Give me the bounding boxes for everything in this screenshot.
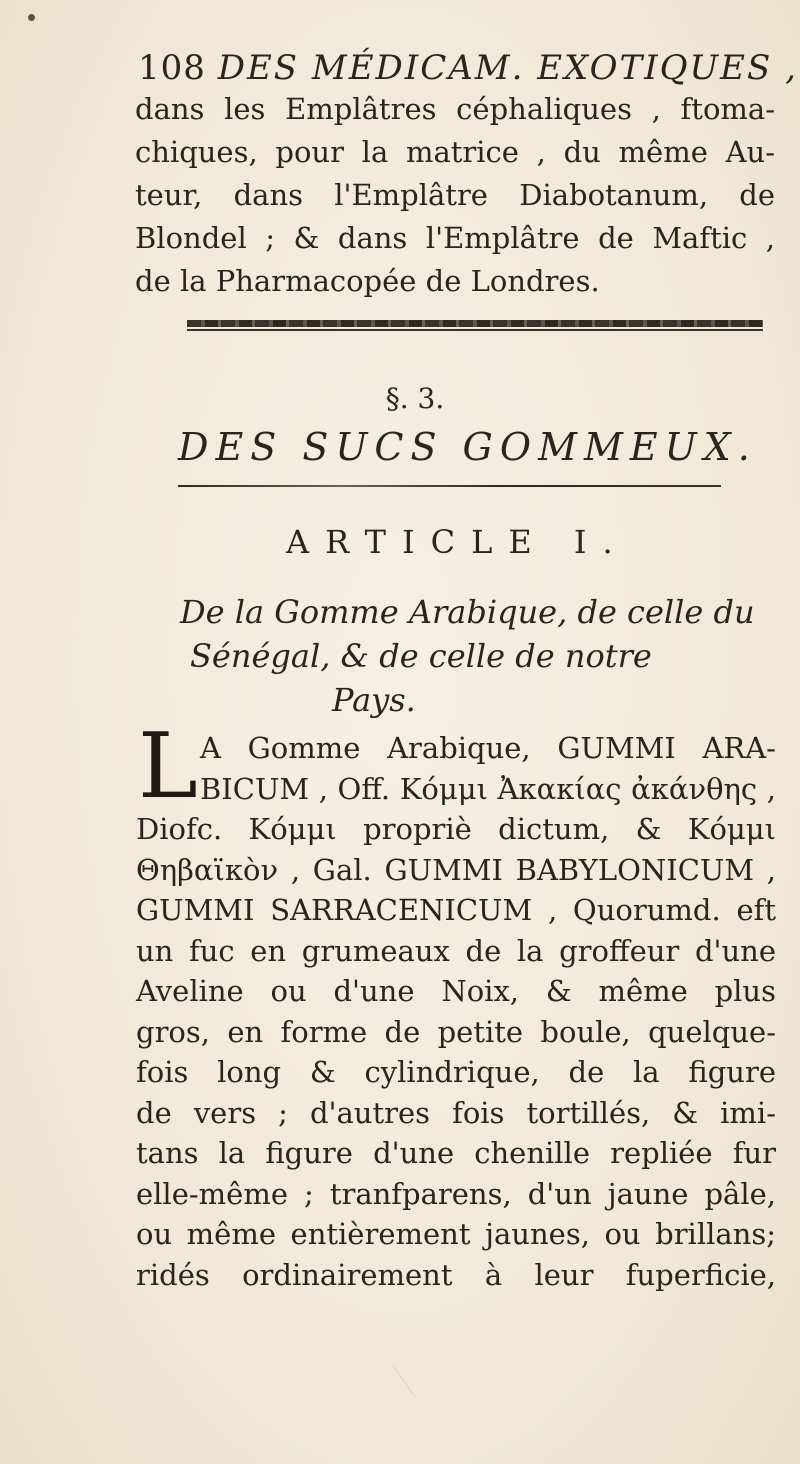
body-line: tans la figure d'une chenille repliée fur: [136, 1136, 776, 1170]
ornamental-rule: [187, 320, 763, 332]
body-line: GUMMI SARRACENICUM , Quorumd. eft: [136, 893, 776, 927]
body-line: ridés ordinairement à leur fuperficie,: [136, 1257, 776, 1292]
body-line: fois long & cylindrique, de la figure: [136, 1055, 776, 1089]
drop-cap: L: [138, 714, 198, 819]
running-header: [138, 48, 798, 88]
intro-line: Blondel ; & dans l'Emplâtre de Maftic ,: [135, 221, 775, 255]
intro-line: dans les Emplâtres céphaliques , ftoma-: [135, 92, 775, 126]
body-paragraph: [136, 728, 776, 1295]
section-rule: [178, 485, 721, 487]
running-title: DES MÉDICAM. EXOTIQUES ,: [217, 48, 798, 88]
body-line: de vers ; d'autres fois tortillés, & imi-: [136, 1095, 776, 1130]
body-line: ou même entièrement jaunes, ou brillans;: [136, 1217, 776, 1251]
body-line: Diofc. Κόμμι propriè dictum, & Κόμμι: [136, 812, 776, 846]
section-number: §. 3.: [385, 382, 445, 415]
article-subtitle: [180, 590, 770, 722]
page-number: 108: [138, 48, 206, 88]
intro-line: chiques, pour la matrice , du même Au-: [135, 135, 775, 169]
body-line: Θηβαϊκὸν , Gal. GUMMI BABYLONICUM ,: [136, 852, 776, 887]
article-heading: ARTICLE I.: [286, 523, 629, 561]
body-line: gros, en forme de petite boule, quelque-: [136, 1014, 776, 1049]
ink-spot: [28, 14, 35, 21]
rule-thin: [187, 329, 763, 331]
body-line: BICUM , Off. Κόμμι Ἀκακίας ἀκάνθης ,: [200, 771, 776, 806]
body-line: elle-même ; tranfparens, d'un jaune pâle,: [136, 1176, 776, 1211]
paper-mark: [392, 1342, 449, 1398]
subtitle-line: Pays.: [332, 681, 416, 719]
rule-thick: [187, 320, 763, 327]
body-line: A Gomme Arabique, GUMMI ARA-: [200, 731, 776, 765]
body-line: un fuc en grumeaux de la groffeur d'une: [136, 933, 776, 968]
subtitle-line: De la Gomme Arabique, de celle du: [180, 593, 755, 631]
section-title: DES SUCS GOMMEUX.: [178, 425, 757, 469]
subtitle-line: Sénégal, & de celle de notre: [190, 637, 652, 675]
intro-line: teur, dans l'Emplâtre Diabotanum, de: [135, 178, 775, 212]
intro-paragraph: [135, 88, 775, 303]
body-line: Aveline ou d'une Noix, & même plus: [136, 974, 776, 1008]
intro-line: de la Pharmacopée de Londres.: [135, 264, 600, 298]
